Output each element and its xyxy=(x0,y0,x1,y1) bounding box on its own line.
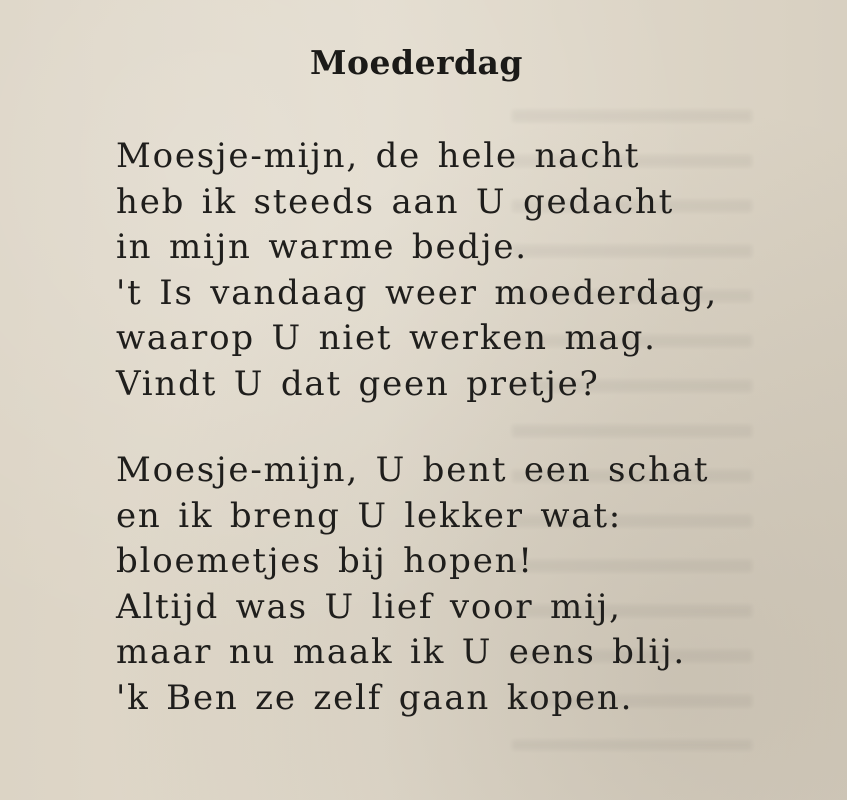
poem-line: heb ik steeds aan U gedacht xyxy=(116,181,675,222)
poem-line: bloemetjes bij hopen! xyxy=(116,541,534,581)
poem-line: maar nu maak ik U eens blij. xyxy=(116,632,687,672)
poem-line: Moesje-mijn, U bent een schat xyxy=(116,450,710,490)
stanza-1 xyxy=(116,134,718,407)
poem-title: Moederdag xyxy=(309,43,524,82)
poem-line: en ik breng U lekker wat: xyxy=(116,495,623,536)
poem-line: waarop U niet werken mag. xyxy=(116,318,657,358)
poem-line: in mijn warme bedje. xyxy=(116,227,528,267)
poem-line: Vindt U dat geen pretje? xyxy=(116,363,600,404)
stanza-2 xyxy=(116,448,709,721)
poem-line: Moesje-mijn, de hele nacht xyxy=(116,136,641,176)
poem-line: 't Is vandaag weer moederdag, xyxy=(116,272,718,313)
poem-line: Altijd was U lief voor mij, xyxy=(116,586,622,627)
poem-line: 'k Ben ze zelf gaan kopen. xyxy=(116,677,634,718)
